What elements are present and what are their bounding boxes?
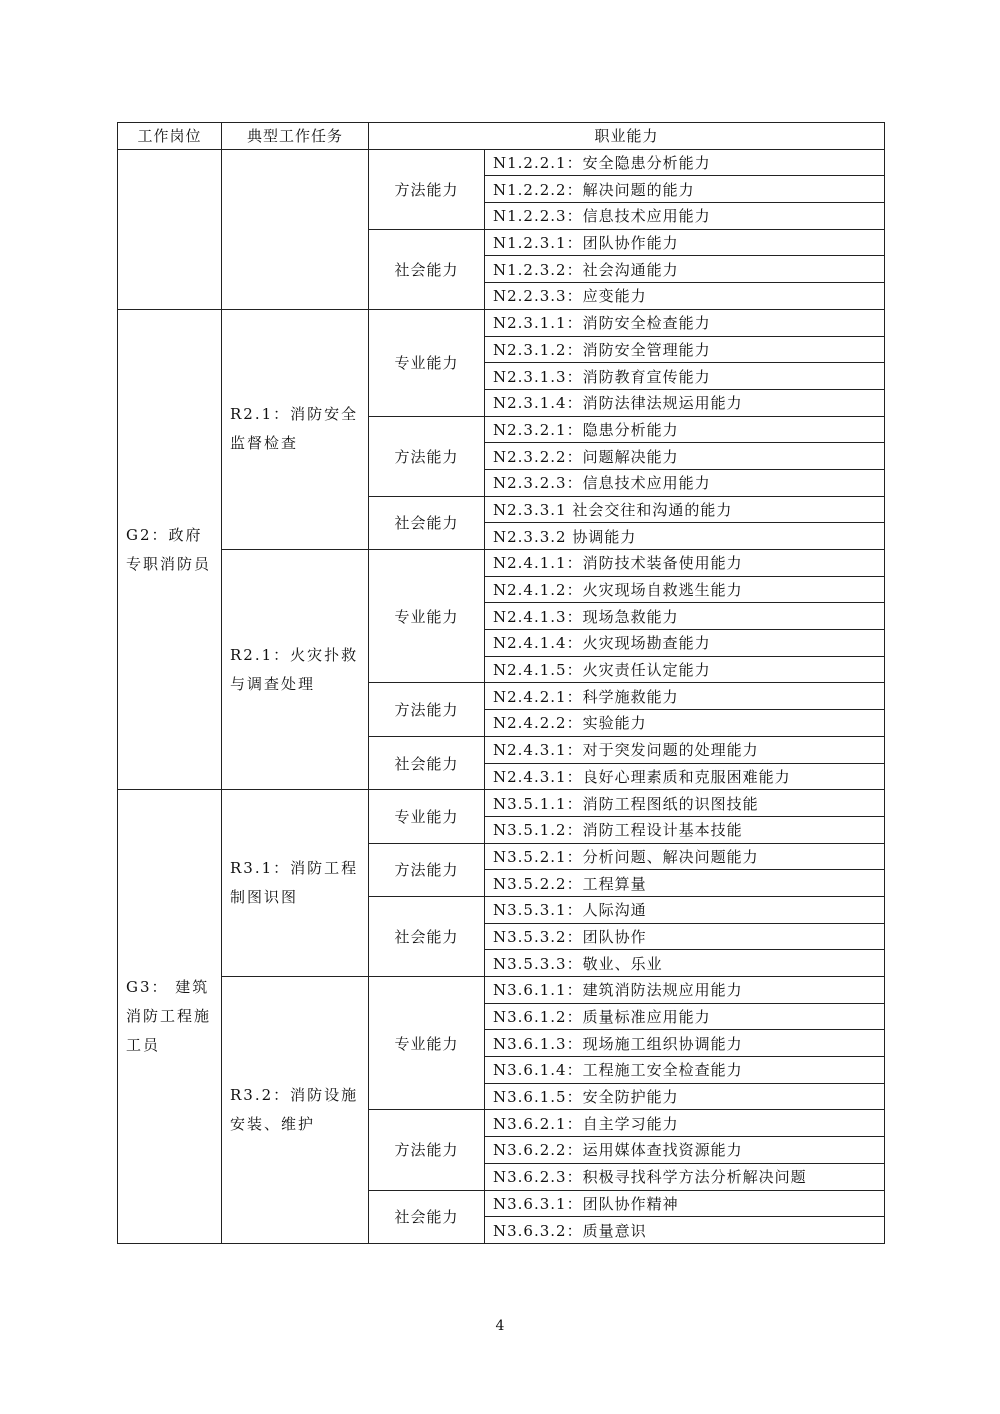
post-cell: G3： 建筑消防工程施工员 (118, 790, 222, 1244)
competency-item: N3.6.2.1：自主学习能力 (485, 1110, 885, 1137)
competency-item: N1.2.2.3：信息技术应用能力 (485, 203, 885, 230)
category-cell: 专业能力 (369, 550, 485, 683)
competency-item: N3.6.2.2：运用媒体查找资源能力 (485, 1137, 885, 1164)
competency-item: N2.3.1.2：消防安全管理能力 (485, 336, 885, 363)
category-cell: 社会能力 (369, 229, 485, 309)
post-cell (118, 149, 222, 309)
table-row (118, 550, 885, 577)
table-row (118, 149, 885, 176)
competency-item: N3.5.3.2：团队协作 (485, 923, 885, 950)
competency-item: N2.3.1.4：消防法律法规运用能力 (485, 389, 885, 416)
table-row (118, 309, 885, 336)
competency-item: N2.3.1.1：消防安全检查能力 (485, 309, 885, 336)
competency-item: N2.2.3.3：应变能力 (485, 283, 885, 310)
category-cell: 方法能力 (369, 149, 485, 229)
competency-item: N3.5.3.3：敬业、乐业 (485, 950, 885, 977)
competency-item: N2.4.2.1：科学施救能力 (485, 683, 885, 710)
category-cell: 社会能力 (369, 496, 485, 549)
competency-item: N1.2.3.2：社会沟通能力 (485, 256, 885, 283)
page-number: 4 (495, 1318, 505, 1334)
competency-item: N3.6.3.2：质量意识 (485, 1217, 885, 1244)
competency-item: N2.4.1.3：现场急救能力 (485, 603, 885, 630)
competency-item: N2.4.1.2：火灾现场自救逃生能力 (485, 576, 885, 603)
category-cell: 社会能力 (369, 896, 485, 976)
competency-item: N3.5.2.2：工程算量 (485, 870, 885, 897)
competency-item: N2.3.3.2 协调能力 (485, 523, 885, 550)
competency-item: N3.6.3.1：团队协作精神 (485, 1190, 885, 1217)
category-cell: 社会能力 (369, 1190, 485, 1243)
competency-item: N3.6.1.5：安全防护能力 (485, 1083, 885, 1110)
category-cell: 社会能力 (369, 736, 485, 789)
category-cell: 专业能力 (369, 790, 485, 843)
header-row (118, 123, 885, 150)
header-task: 典型工作任务 (222, 123, 369, 150)
competency-item: N2.3.2.2：问题解决能力 (485, 443, 885, 470)
competency-item: N2.3.2.1：隐患分析能力 (485, 416, 885, 443)
task-cell (222, 149, 369, 309)
competency-item: N3.6.1.2：质量标准应用能力 (485, 1003, 885, 1030)
competency-item: N2.4.3.1：良好心理素质和克服困难能力 (485, 763, 885, 790)
category-cell: 方法能力 (369, 1110, 485, 1190)
competency-item: N3.5.3.1：人际沟通 (485, 896, 885, 923)
category-cell: 方法能力 (369, 683, 485, 736)
post-cell: G2：政府专职消防员 (118, 309, 222, 789)
competency-item: N3.6.1.4：工程施工安全检查能力 (485, 1057, 885, 1084)
competency-item: N2.4.3.1：对于突发问题的处理能力 (485, 736, 885, 763)
task-cell: R3.2：消防设施安装、维护 (222, 977, 369, 1244)
competency-item: N1.2.2.2：解决问题的能力 (485, 176, 885, 203)
header-post: 工作岗位 (118, 123, 222, 150)
competency-item: N2.4.1.5：火灾责任认定能力 (485, 656, 885, 683)
competency-item: N3.5.2.1：分析问题、解决问题能力 (485, 843, 885, 870)
competency-item: N3.5.1.1：消防工程图纸的识图技能 (485, 790, 885, 817)
table-body (118, 149, 885, 1243)
competency-table (117, 122, 885, 1244)
header-competency: 职业能力 (369, 123, 885, 150)
competency-item: N1.2.3.1：团队协作能力 (485, 229, 885, 256)
task-cell: R2.1：火灾扑救与调查处理 (222, 550, 369, 790)
competency-item: N2.3.3.1 社会交往和沟通的能力 (485, 496, 885, 523)
competency-item: N3.5.1.2：消防工程设计基本技能 (485, 816, 885, 843)
category-cell: 方法能力 (369, 416, 485, 496)
task-cell: R2.1：消防安全监督检查 (222, 309, 369, 549)
competency-item: N2.3.2.3：信息技术应用能力 (485, 469, 885, 496)
competency-item: N2.4.1.4：火灾现场勘查能力 (485, 630, 885, 657)
table-row (118, 790, 885, 817)
category-cell: 专业能力 (369, 977, 485, 1110)
competency-item: N2.4.2.2：实验能力 (485, 710, 885, 737)
competency-item: N3.6.1.3：现场施工组织协调能力 (485, 1030, 885, 1057)
competency-item: N3.6.1.1：建筑消防法规应用能力 (485, 977, 885, 1004)
category-cell: 方法能力 (369, 843, 485, 896)
competency-item: N3.6.2.3：积极寻找科学方法分析解决问题 (485, 1163, 885, 1190)
competency-item: N1.2.2.1：安全隐患分析能力 (485, 149, 885, 176)
competency-item: N2.4.1.1：消防技术装备使用能力 (485, 550, 885, 577)
table-row (118, 977, 885, 1004)
category-cell: 专业能力 (369, 309, 485, 416)
competency-item: N2.3.1.3：消防教育宣传能力 (485, 363, 885, 390)
task-cell: R3.1：消防工程制图识图 (222, 790, 369, 977)
